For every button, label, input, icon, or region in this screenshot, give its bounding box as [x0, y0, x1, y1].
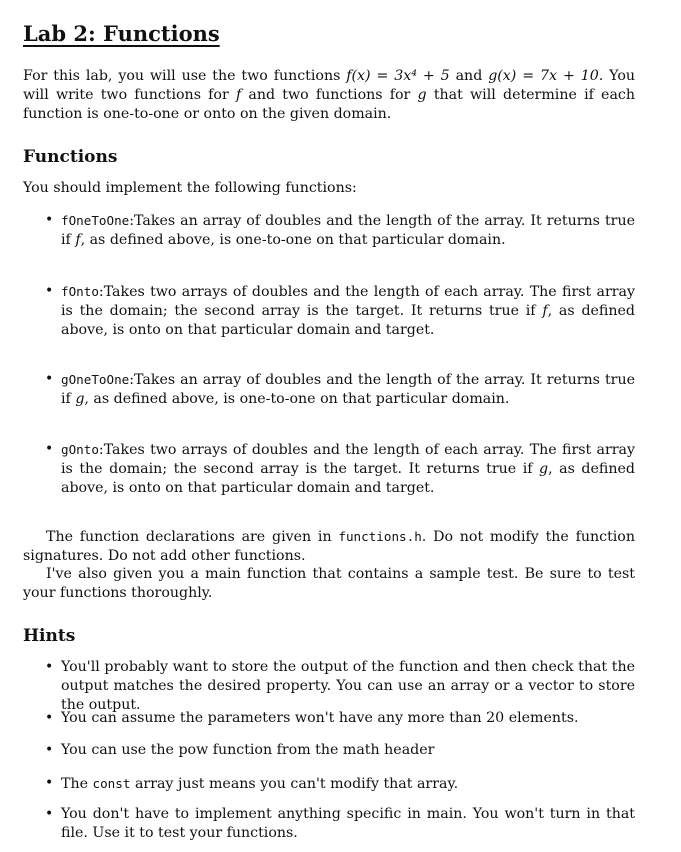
function-var: g	[75, 391, 85, 407]
function-desc-a: :Takes two arrays of doubles and the length of each array. The first array is the domain; the second array is the target. It returns true if	[61, 284, 635, 319]
function-desc-a: :Takes two arrays of doubles and the length of each array. The first array is the domain; the second array is the target. It returns true if	[61, 442, 635, 477]
hint-item	[23, 805, 635, 843]
function-name: gOnto	[61, 442, 99, 457]
bullet: •	[45, 283, 54, 299]
intro-f-var: f	[235, 87, 242, 103]
bullet: •	[45, 775, 54, 791]
bullet: •	[45, 742, 54, 758]
main-note-paragraph: I've also given you a main function that contains a sample test. Be sure to test your functions thoroughly.	[23, 566, 635, 601]
g-definition: g(x) = 7x + 10	[488, 68, 599, 84]
function-desc-a: :Takes an array of doubles and the length of the array. It returns true if	[61, 372, 635, 407]
intro-prefix: For this lab, you will use the two functions	[23, 68, 347, 84]
hint-text-a: You can assume the parameters won't have any more than 20 elements.	[61, 710, 579, 726]
function-item-gOneToOne	[23, 370, 635, 409]
function-name: gOneToOne	[61, 372, 130, 387]
hint-text-a: You can use the pow function from the math header	[61, 742, 435, 758]
intro-suffix-c: that will determine if each function is one-to-one or onto on the given domain.	[23, 87, 635, 122]
function-var: f	[75, 232, 81, 248]
bullet: •	[45, 371, 54, 387]
declarations-text-a: The function declarations are given in	[46, 529, 339, 545]
function-desc-b: , as defined above, is onto on that particular domain and target.	[61, 461, 635, 496]
intro-suffix-b: and two functions for	[241, 87, 418, 103]
hints-heading: Hints	[23, 626, 76, 646]
intro-middle: and	[449, 68, 489, 84]
function-name: fOneToOne	[61, 213, 130, 228]
intro-suffix-a: . You will write two functions for	[23, 68, 635, 103]
declarations-paragraph	[23, 527, 635, 566]
function-desc-b: , as defined above, is one-to-one on that particular domain.	[84, 391, 510, 407]
hint-item	[23, 658, 635, 715]
hint-item	[23, 774, 635, 794]
function-var: f	[542, 303, 548, 319]
function-item-fOnto	[23, 282, 635, 340]
functions-heading: Functions	[23, 147, 118, 167]
bullet: •	[45, 659, 54, 675]
declarations-text-b: . Do not modify the function signatures. Do not add other functions.	[23, 529, 635, 564]
function-desc-b: , as defined above, is onto on that particular domain and target.	[61, 303, 635, 338]
hint-code: const	[92, 776, 131, 791]
function-name: fOnto	[61, 284, 99, 299]
functions-lead: You should implement the following functions:	[23, 180, 357, 196]
bullet: •	[45, 710, 54, 726]
function-desc-b: , as defined above, is one-to-one on that particular domain.	[80, 232, 506, 248]
function-item-gOnto	[23, 440, 635, 498]
intro-paragraph	[23, 67, 635, 124]
hint-text-a: You don't have to implement anything specific in main. You won't turn in that file. Use it to test your functions.	[61, 806, 635, 841]
hint-text-b: array just means you can't modify that array.	[130, 776, 459, 792]
f-definition: f(x) = 3x⁴ + 5	[346, 68, 450, 84]
declarations-file: functions.h	[338, 529, 422, 544]
page-title: Lab 2: Functions	[23, 21, 220, 46]
hint-text-a: The	[61, 776, 93, 792]
intro-g-var: g	[417, 87, 427, 103]
function-item-fOneToOne	[23, 211, 635, 250]
hint-text-a: You'll probably want to store the output of the function and then check that the output matches the desired property. You can use an array or a vector to store the output.	[61, 659, 635, 713]
function-var: g	[539, 461, 549, 477]
bullet: •	[45, 212, 54, 228]
hint-item	[23, 741, 635, 760]
bullet: •	[45, 441, 54, 457]
function-desc-a: :Takes an array of doubles and the length of the array. It returns true if	[61, 213, 635, 248]
bullet: •	[45, 806, 54, 822]
hint-item	[23, 709, 635, 728]
